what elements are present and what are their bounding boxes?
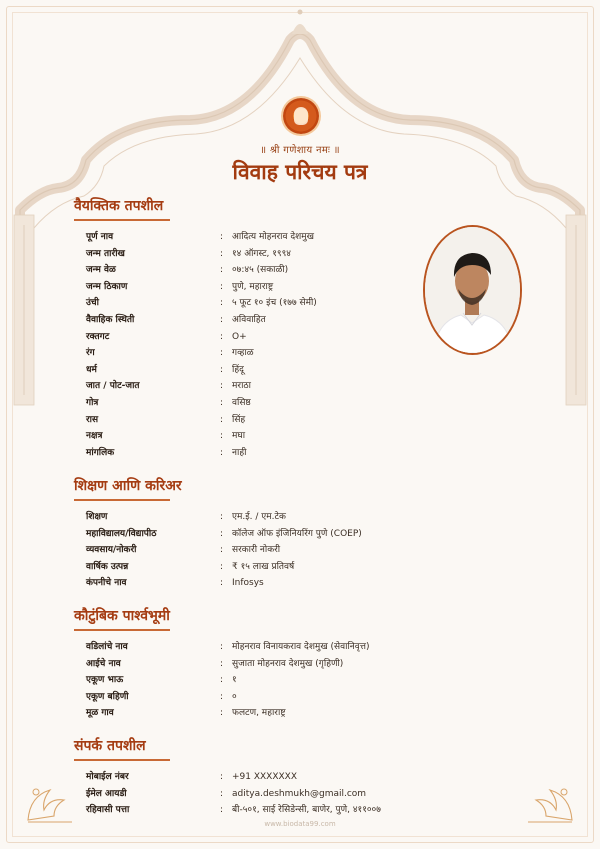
section-underline (74, 629, 170, 631)
corner-ornament-left (24, 776, 76, 824)
detail-colon: : (220, 528, 224, 539)
education-details-list (74, 509, 362, 592)
watermark: www.biodata99.com (264, 820, 336, 828)
detail-value: अविवाहित (232, 314, 266, 325)
detail-colon: : (220, 545, 224, 556)
detail-colon: : (220, 708, 224, 719)
section-underline (74, 759, 170, 761)
detail-row (74, 395, 251, 412)
detail-colon: : (220, 281, 224, 292)
detail-label: रक्तगट (86, 331, 110, 342)
detail-value: ₹ १५ लाख प्रतिवर्ष (232, 561, 295, 572)
detail-label: आईचे नाव (86, 658, 121, 669)
detail-value: सुजाता मोहनराव देशमुख (गृहिणी) (232, 658, 344, 669)
detail-row (74, 329, 247, 346)
detail-colon: : (220, 561, 224, 572)
detail-row (74, 362, 244, 379)
detail-label: एकूण भाऊ (86, 675, 124, 686)
detail-value: वसिष्ठ (232, 397, 251, 408)
section-title-family: कौटुंबिक पार्श्वभूमी (74, 608, 170, 624)
detail-row (74, 445, 247, 462)
detail-value: मराठा (232, 381, 251, 392)
detail-label: एकूण बहिणी (86, 691, 129, 702)
detail-label: रंग (86, 348, 95, 359)
detail-label: महाविद्यालय/विद्यापीठ (86, 528, 157, 539)
detail-value: सरकारी नोकरी (232, 545, 281, 556)
detail-colon: : (220, 331, 224, 342)
contact-details-list (74, 769, 381, 819)
detail-row (74, 262, 289, 279)
detail-colon: : (220, 658, 224, 669)
corner-ornament-right (524, 776, 576, 824)
personal-details-list (74, 229, 317, 461)
section-underline (74, 219, 170, 221)
detail-value: मोहनराव विनायकराव देशमुख (सेवानिवृत्त) (232, 642, 370, 652)
detail-colon: : (220, 397, 224, 408)
detail-label: शिक्षण (86, 512, 108, 522)
detail-colon: : (220, 788, 224, 799)
detail-row (74, 559, 295, 576)
detail-row (74, 345, 254, 362)
detail-colon: : (220, 772, 224, 782)
detail-row (74, 689, 237, 706)
detail-label: रहिवासी पत्ता (86, 805, 130, 816)
detail-label: वार्षिक उत्पन्न (86, 561, 129, 572)
detail-value: कॉलेज ऑफ इंजिनियरिंग पुणे (COEP) (232, 528, 362, 539)
detail-label: जन्म ठिकाण (86, 281, 128, 292)
invocation-text: ॥ श्री गणेशाय नमः ॥ (260, 145, 340, 156)
ganesha-emblem-icon (283, 98, 319, 134)
detail-value: १ (232, 675, 237, 686)
detail-row (74, 802, 381, 819)
detail-value: नाही (232, 447, 247, 458)
detail-row (74, 378, 251, 395)
detail-label: वडिलांचे नाव (86, 642, 128, 652)
detail-colon: : (220, 248, 224, 259)
detail-value: पुणे, महाराष्ट्र (232, 281, 274, 292)
detail-colon: : (220, 314, 224, 325)
detail-value: फलटण, महाराष्ट्र (232, 708, 286, 719)
detail-row (74, 229, 315, 246)
person-portrait-icon (425, 227, 520, 353)
detail-colon: : (220, 414, 224, 425)
detail-label: जात / पोट-जात (86, 381, 140, 392)
detail-label: मूळ गाव (86, 708, 114, 719)
detail-label: गोत्र (86, 397, 99, 408)
detail-colon: : (220, 265, 224, 276)
detail-value: ५ फूट १० इंच (१७७ सेमी) (232, 298, 317, 309)
detail-value: गव्हाळ (232, 348, 254, 359)
detail-value: आदित्य मोहनराव देशमुख (232, 232, 315, 242)
detail-row (74, 279, 274, 296)
detail-label: जन्म तारीख (86, 248, 125, 259)
detail-label: उंची (86, 298, 99, 309)
detail-value: मघा (232, 431, 246, 442)
detail-row (74, 672, 237, 689)
detail-colon: : (220, 381, 224, 392)
detail-value: १४ ऑगस्ट, १९९४ (232, 248, 291, 259)
detail-colon: : (220, 364, 224, 375)
detail-row (74, 412, 246, 429)
detail-colon: : (220, 298, 224, 309)
detail-label: कंपनीचे नाव (86, 578, 127, 589)
detail-row (74, 786, 367, 803)
detail-row (74, 509, 286, 526)
detail-label: वैवाहिक स्थिती (86, 314, 135, 325)
detail-colon: : (220, 447, 224, 458)
detail-colon: : (220, 691, 224, 702)
detail-row (74, 639, 370, 656)
detail-value: हिंदू (232, 364, 244, 375)
detail-colon: : (220, 431, 224, 442)
detail-row (74, 246, 291, 263)
detail-value: O+ (232, 331, 247, 342)
family-details-list (74, 639, 370, 722)
detail-colon: : (220, 675, 224, 686)
section-underline (74, 499, 170, 501)
detail-value: बी-५०१, साई रेसिडेन्सी, बाणेर, पुणे, ४११००७ (232, 805, 381, 816)
detail-row (74, 526, 362, 543)
detail-colon: : (220, 232, 224, 242)
detail-row (74, 428, 246, 445)
page-title: विवाह परिचय पत्र (232, 159, 368, 184)
detail-value: एम.ई. / एम.टेक (232, 512, 286, 522)
section-education (74, 477, 362, 592)
detail-label: धर्म (86, 364, 97, 375)
detail-label: मोबाईल नंबर (86, 772, 129, 782)
section-title-contact: संपर्क तपशील (74, 738, 146, 754)
detail-colon: : (220, 642, 224, 652)
detail-row (74, 312, 266, 329)
detail-row (74, 769, 298, 786)
detail-row (74, 575, 264, 592)
detail-label: जन्म वेळ (86, 265, 116, 276)
detail-colon: : (220, 578, 224, 589)
detail-value: +91 XXXXXXX (232, 772, 298, 782)
detail-value: Infosys (232, 578, 264, 589)
profile-photo (423, 225, 522, 355)
detail-colon: : (220, 348, 224, 359)
detail-colon: : (220, 512, 224, 522)
section-family (74, 607, 370, 722)
detail-label: ईमेल आयडी (86, 788, 127, 799)
detail-label: मांगलिक (86, 447, 115, 458)
detail-value: aditya.deshmukh@gmail.com (232, 788, 367, 799)
detail-value: ०७:४५ (सकाळी) (232, 265, 289, 276)
section-contact (74, 737, 381, 819)
detail-value: सिंह (232, 414, 246, 425)
detail-row (74, 542, 281, 559)
detail-colon: : (220, 805, 224, 816)
detail-label: व्यवसाय/नोकरी (86, 545, 137, 556)
section-title-personal: वैयक्तिक तपशील (74, 198, 164, 214)
detail-row (74, 705, 286, 722)
detail-label: पूर्ण नाव (86, 232, 114, 242)
detail-value: ० (232, 691, 237, 702)
section-personal (74, 197, 317, 461)
detail-row (74, 295, 317, 312)
section-title-education: शिक्षण आणि करिअर (74, 478, 182, 494)
detail-row (74, 656, 344, 673)
detail-label: रास (86, 414, 99, 425)
detail-label: नक्षत्र (86, 431, 103, 442)
